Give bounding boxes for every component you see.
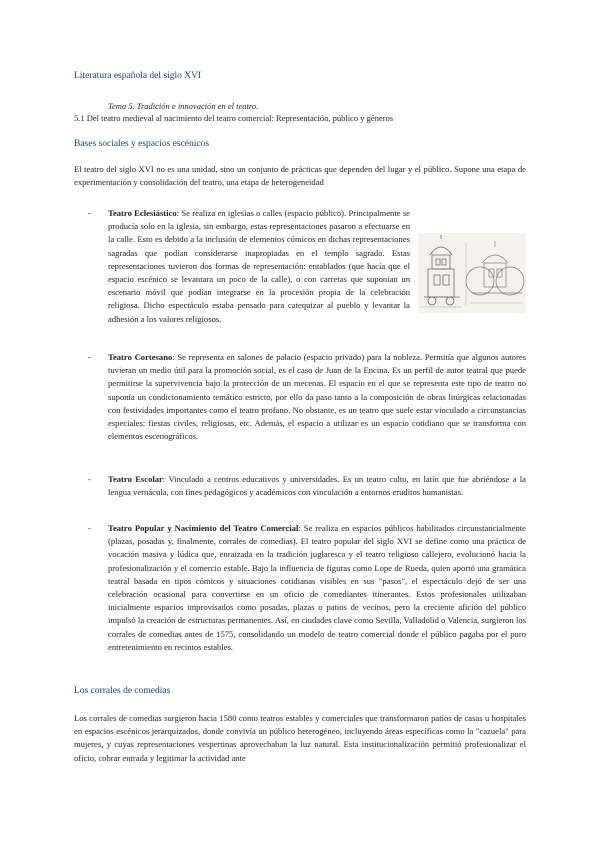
list-item-eclesiastico xyxy=(88,207,526,326)
subtitle: 5.1 Del teatro medieval al nacimiento del teatro comercial: Representación, público y géneros xyxy=(74,113,394,123)
bullet-dash: - xyxy=(88,523,91,533)
intro-paragraph: El teatro del siglo XVI no es una unidad, sino un conjunto de prácticas que dependen del lugar y el público. Supone una etapa de experimentación y consolidación del teatro, una etapa de heterogeneidad xyxy=(74,164,526,188)
item-paragraph xyxy=(108,207,526,326)
list-item-popular xyxy=(88,522,526,654)
corrales-paragraph: Los corrales de comedias surgieron hacia 1580 como teatros estables y comerciales que transformaron patios de casas u hospitales en espacios escénicos jerarquizados, donde convivía un público heterogéneo, incluyendo áreas específicas como la "cazuela" para mujeres, y cuyas representaciones vespertinas aprovechaban la luz natural. Esta institucionalización permitió profesionalizar el oficio, cobrar entrada y legitimar la actividad ante xyxy=(74,713,526,763)
item-label: Teatro Eclesiástico xyxy=(108,208,177,218)
list-item-cortesano xyxy=(88,351,526,443)
bullet-dash: - xyxy=(88,474,91,484)
course-title: Literatura española del siglo XVI xyxy=(74,71,202,81)
section-heading-bases: Bases sociales y espacios escénicos xyxy=(74,139,210,149)
item-label: Teatro Popular y Nacimiento del Teatro Comercial xyxy=(108,523,299,533)
item-text: : Se representa en salones de palacio (espacio privado) para la nobleza. Permitía que algunos autores tuvieran un medio útil para la promoción social, es el caso de Juan de la Encina. Es un perfil de autor teatral que puede permitirse la supervivencia bajo la protección de un mecenas. El espacio en el que se representa este tipo de teatro no suponía un condicionamiento temático estricto, por ello da paso tanto a la composición de obras litúrgicas relacionadas con festividades importantes como el teatro profano. No obstante, es un teatro que suele estar vinculado a circunstancias especiales: fiestas civiles, religiosas, etc. Además, el espacio a utilizar es un espacio cotidiano que se transforma con elementos escenográficos. xyxy=(108,352,526,442)
carreta-sketch-image xyxy=(418,233,526,313)
list-item-escolar xyxy=(88,473,526,499)
item-paragraph xyxy=(108,522,526,654)
item-label: Teatro Cortesano xyxy=(108,352,173,362)
bullet-dash: - xyxy=(88,352,91,362)
carreta-sketch-icon xyxy=(418,233,526,313)
bullet-dash: - xyxy=(88,208,91,218)
item-text: : Se realiza en iglesias o calles (espacio público). Principalmente se producía solo en la iglesia, sin embargo, estas representaciones pasaron a efectuarse en la calle. Esto es debido a la inclusión de elementos cómicos en dichas representaciones sagradas que podían considerarse inapropiadas en el templo sagrado. Estas representaciones tuvieron dos formas de representación: entablados (que hacía que el espacio escénico se levantara un poco de la calle), o con carretas que suponían un escenario móvil que podían integrarse en la procesión propia de la celebración religiosa. Dicho espectáculo estaba pensado para catequizar al pueblo y levantar la adhesión a los valores religiosos. xyxy=(108,208,410,324)
item-text: : Se realiza en espacios públicos habilitados circunstancialmente (plazas, posadas y, finalmente, corrales de comedias). El teatro popular del siglo XVI se define como una práctica de vocación masiva y lúdica que, enraizada en la tradición juglaresca y el teatro religioso callejero, evolucionó hacia la profesionalización y el comercio estable. Bajo la influencia de figuras como Lope de Rueda, quien aportó una gramática teatral basada en tipos cómicos y situaciones cotidianas visibles en sus "pasos", el espectáculo dejó de ser una celebración ocasional para convertirse en un oficio de comediantes itinerantes. Estos profesionales utilizaban inicialmente espacios improvisados como posadas, plazas o patios de vecinos, pero la creciente afición del público impulsó la creación de estructuras permanentes. Así, en ciudades clave como Sevilla, Valladolid o Valencia, surgieron los corrales de comedias antes de 1575, consolidando un modelo de teatro comercial donde el público pagaba por el puro entretenimiento en recintos estables. xyxy=(108,523,526,652)
item-paragraph xyxy=(108,473,526,499)
item-paragraph xyxy=(108,351,526,443)
topic-title: Tema 5. Tradición e innovación en el teatro. xyxy=(108,101,259,111)
item-text: : Vinculado a centros educativos y universidades. Es un teatro culto, en latín que fue abriéndose a la lengua vernácula, con fines pedagógicos y académicos con vinculación a entornos eruditos humanistas. xyxy=(108,474,526,498)
item-label: Teatro Escolar xyxy=(108,474,163,484)
section-heading-corrales: Los corrales de comedias xyxy=(74,686,171,696)
